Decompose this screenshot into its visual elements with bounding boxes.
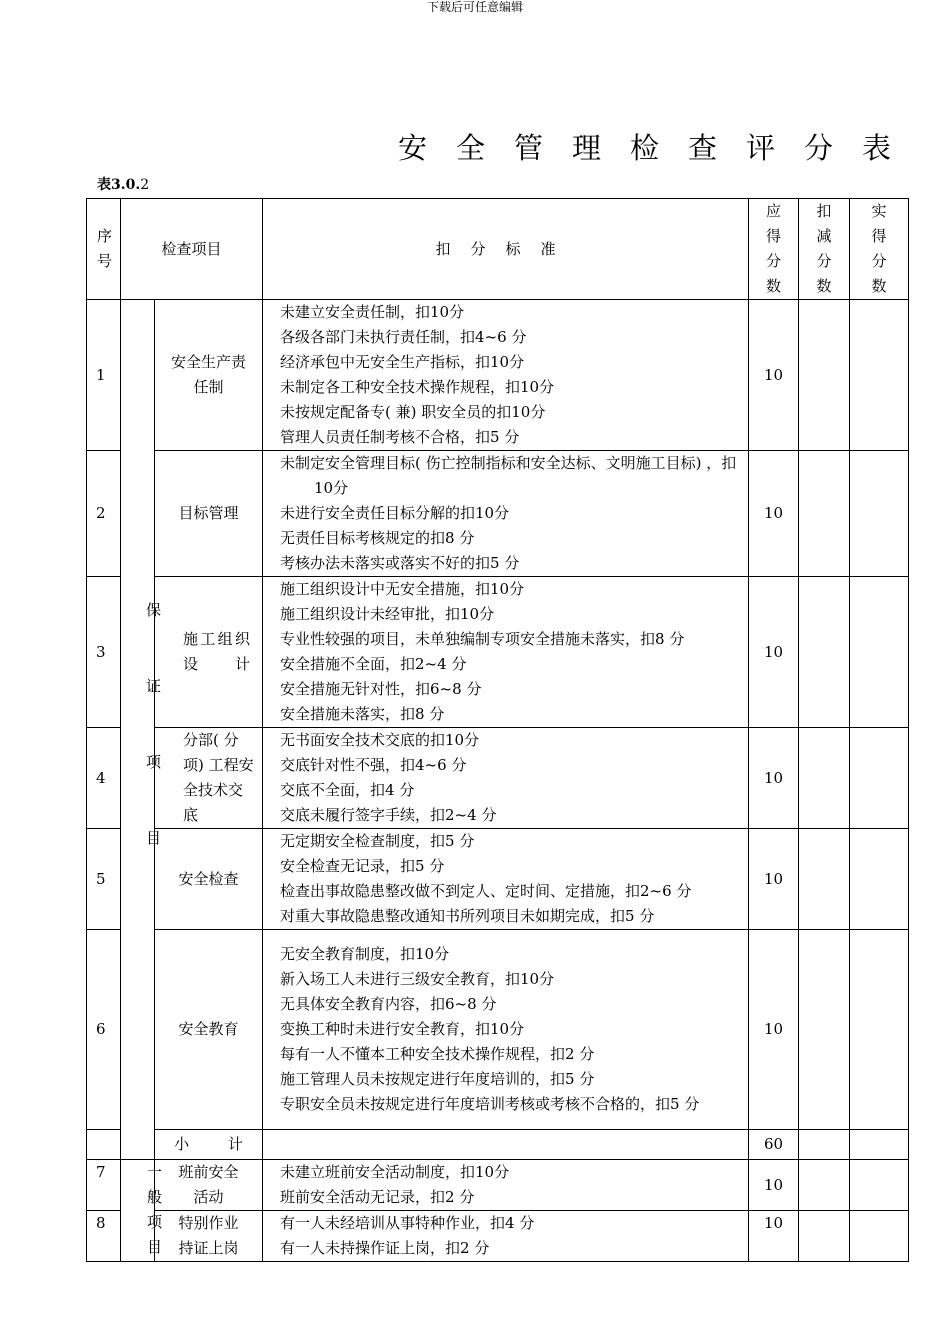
criteria-line: 对重大事故隐患整改通知书所列项目未如期完成，扣5 分 (280, 907, 655, 925)
criteria-line: 无安全教育制度，扣10分 (280, 945, 450, 963)
subtotal-deducted (799, 1130, 850, 1160)
header-deduct-text-char: 减 (816, 227, 832, 245)
page-header-note: 下载后可任意编辑 (426, 0, 523, 14)
criteria-line: 施工管理人员未按规定进行年度培训的，扣5 分 (280, 1070, 595, 1088)
subtotal-criteria (263, 1130, 749, 1160)
category-guaranteed-text (146, 598, 161, 902)
item-line: 活动 (193, 1188, 224, 1206)
table-row (87, 930, 909, 1130)
row-number: 5 (87, 829, 121, 930)
due-score: 10 (749, 577, 799, 728)
header-deduct-text-char: 分 (816, 252, 832, 270)
deduction-criteria (263, 829, 749, 930)
table-row (87, 1160, 909, 1211)
header-no (87, 199, 121, 300)
deducted-score (799, 930, 850, 1130)
header-due-text-char: 应 (766, 202, 782, 220)
header-actual-text-char: 得 (871, 227, 887, 245)
row-number: 6 (87, 930, 121, 1130)
due-score: 10 (749, 1160, 799, 1211)
row-number: 2 (87, 451, 121, 577)
header-actual-text-char: 数 (871, 277, 887, 295)
actual-score (850, 829, 909, 930)
criteria-line: 每有一人不懂本工种安全技术操作规程，扣2 分 (280, 1045, 595, 1063)
row-number: 8 (87, 1211, 121, 1262)
criteria-line: 未制定安全管理目标( 伤亡控制指标和安全达标、文明施工目标) ，扣10分 (280, 454, 737, 497)
deduction-criteria (263, 451, 749, 577)
criteria-line: 未建立班前安全活动制度，扣10分 (280, 1163, 510, 1181)
header-no-text (97, 224, 120, 274)
criteria-line: 安全检查无记录，扣5 分 (280, 857, 445, 875)
header-deduct-text-char: 数 (816, 277, 832, 295)
criteria-line: 未建立安全责任制，扣10分 (280, 303, 465, 321)
due-score: 10 (749, 1211, 799, 1262)
header-criteria (263, 199, 749, 300)
deducted-score (799, 577, 850, 728)
table-row (87, 577, 909, 728)
category-char: 目 (146, 829, 162, 847)
row-number: 3 (87, 577, 121, 728)
item-line: 班前安全 (178, 1163, 239, 1181)
category-char: 一 (147, 1163, 163, 1181)
actual-score (850, 1211, 909, 1262)
criteria-line: 安全措施未落实，扣8 分 (280, 705, 445, 723)
due-score: 10 (749, 300, 799, 451)
category-general-text (147, 1160, 163, 1260)
header-item: 检查项目 (121, 199, 263, 300)
criteria-line: 未按规定配备专( 兼) 职安全员的扣10分 (280, 403, 546, 421)
category-char: 证 (146, 677, 162, 695)
table-row (87, 300, 909, 451)
table-number (97, 177, 149, 193)
check-item (155, 1211, 263, 1262)
row-number: 7 (87, 1160, 121, 1211)
criteria-line: 未进行安全责任目标分解的扣10分 (280, 504, 510, 522)
deduction-criteria (263, 728, 749, 829)
header-criteria-text: 扣分标准 (435, 239, 576, 258)
criteria-line: 无具体安全教育内容，扣6~8 分 (280, 995, 497, 1013)
subtotal-label: 小 计 (155, 1130, 263, 1160)
criteria-line: 无定期安全检查制度，扣5 分 (280, 832, 475, 850)
criteria-line: 无责任目标考核规定的扣8 分 (280, 529, 475, 547)
criteria-line: 交底针对性不强，扣4~6 分 (280, 756, 467, 774)
deducted-score (799, 1211, 850, 1262)
check-item: 安全检查 (155, 829, 263, 930)
deduction-criteria (263, 300, 749, 451)
header-deduct-text (799, 199, 849, 299)
subtotal-row (87, 1130, 909, 1160)
actual-score (850, 300, 909, 451)
check-item (155, 1160, 263, 1211)
header-due-score (749, 199, 799, 300)
criteria-line: 经济承包中无安全生产指标，扣10分 (280, 353, 525, 371)
check-item: 分部( 分项) 工程安全技术交底 (155, 728, 263, 829)
header-due-text-char: 分 (766, 252, 782, 270)
page-title: 安全管理检查评分表 (398, 131, 921, 165)
actual-score (850, 577, 909, 728)
criteria-line: 专业性较强的项目，未单独编制专项安全措施未落实，扣8 分 (280, 630, 685, 648)
table-number-bold: 表3.0. (97, 177, 141, 193)
deduction-criteria (263, 930, 749, 1130)
category-char: 目 (147, 1238, 163, 1256)
row-number: 4 (87, 728, 121, 829)
deduction-criteria (263, 1160, 749, 1211)
criteria-line: 专职安全员未按规定进行年度培训考核或考核不合格的，扣5 分 (280, 1095, 700, 1113)
actual-score (850, 451, 909, 577)
header-due-text-char: 得 (766, 227, 782, 245)
due-score: 10 (749, 930, 799, 1130)
category-char: 项 (147, 1213, 163, 1231)
table-row (87, 728, 909, 829)
criteria-line: 新入场工人未进行三级安全教育，扣10分 (280, 970, 555, 988)
criteria-line: 交底未履行签字手续，扣2~4 分 (280, 806, 497, 824)
table-row (87, 451, 909, 577)
header-due-text-char: 数 (766, 277, 782, 295)
criteria-line: 交底不全面，扣4 分 (280, 781, 415, 799)
criteria-line: 安全措施无针对性，扣6~8 分 (280, 680, 482, 698)
score-table-body (87, 199, 909, 1262)
criteria-line: 无书面安全技术交底的扣10分 (280, 731, 480, 749)
table-row (87, 1211, 909, 1262)
criteria-line: 有一人未持操作证上岗，扣2 分 (280, 1239, 490, 1257)
criteria-line: 变换工种时未进行安全教育，扣10分 (280, 1020, 525, 1038)
due-score: 10 (749, 829, 799, 930)
deduction-criteria (263, 577, 749, 728)
subtotal-actual (850, 1130, 909, 1160)
header-due-text (749, 199, 798, 299)
actual-score (850, 1160, 909, 1211)
criteria-line: 班前安全活动无记录，扣2 分 (280, 1188, 475, 1206)
deducted-score (799, 451, 850, 577)
header-row (87, 199, 909, 300)
subtotal-score: 60 (749, 1130, 799, 1160)
due-score: 10 (749, 451, 799, 577)
check-item: 安全生产责任制 (155, 300, 263, 451)
deducted-score (799, 300, 850, 451)
subtotal-number (87, 1130, 121, 1160)
category-general (121, 1160, 163, 1262)
category-char: 项 (146, 753, 162, 771)
table-row (87, 829, 909, 930)
criteria-line: 检查出事故隐患整改做不到定人、定时间、定措施，扣2~6 分 (280, 882, 692, 900)
due-score: 10 (749, 728, 799, 829)
deducted-score (799, 829, 850, 930)
check-item: 安全教育 (155, 930, 263, 1130)
deducted-score (799, 1160, 850, 1211)
category-char: 般 (147, 1188, 163, 1206)
criteria-line: 有一人未经培训从事特种作业，扣4 分 (280, 1214, 535, 1232)
actual-score (850, 930, 909, 1130)
category-char: 保 (146, 601, 162, 619)
header-actual-text (850, 199, 908, 299)
criteria-line: 未制定各工种安全技术操作规程，扣10分 (280, 378, 555, 396)
criteria-line: 施工组织设计中无安全措施，扣10分 (280, 580, 525, 598)
criteria-line: 施工组织设计未经审批，扣10分 (280, 605, 495, 623)
header-actual-text-char: 实 (871, 202, 887, 220)
item-line: 持证上岗 (178, 1239, 239, 1257)
deducted-score (799, 728, 850, 829)
criteria-line: 各级各部门未执行责任制，扣4~6 分 (280, 328, 527, 346)
criteria-line: 管理人员责任制考核不合格，扣5 分 (280, 428, 520, 446)
row-number: 1 (87, 300, 121, 451)
deduction-criteria (263, 1211, 749, 1262)
header-no-text-char: 号 (97, 252, 113, 270)
header-no-text-char: 序 (97, 227, 113, 245)
score-table (86, 198, 909, 1262)
table-number-rest: 2 (140, 177, 150, 193)
header-actual-score (850, 199, 909, 300)
actual-score (850, 728, 909, 829)
header-actual-text-char: 分 (871, 252, 887, 270)
header-deduct-text-char: 扣 (816, 202, 832, 220)
check-item: 目标管理 (155, 451, 263, 577)
header-deduct-score (799, 199, 850, 300)
category-guaranteed (121, 300, 162, 1160)
item-line: 特别作业 (178, 1214, 239, 1232)
check-item: 施工组织设 计 (155, 577, 263, 728)
criteria-line: 安全措施不全面，扣2~4 分 (280, 655, 467, 673)
criteria-line: 考核办法未落实或落实不好的扣5 分 (280, 554, 520, 572)
